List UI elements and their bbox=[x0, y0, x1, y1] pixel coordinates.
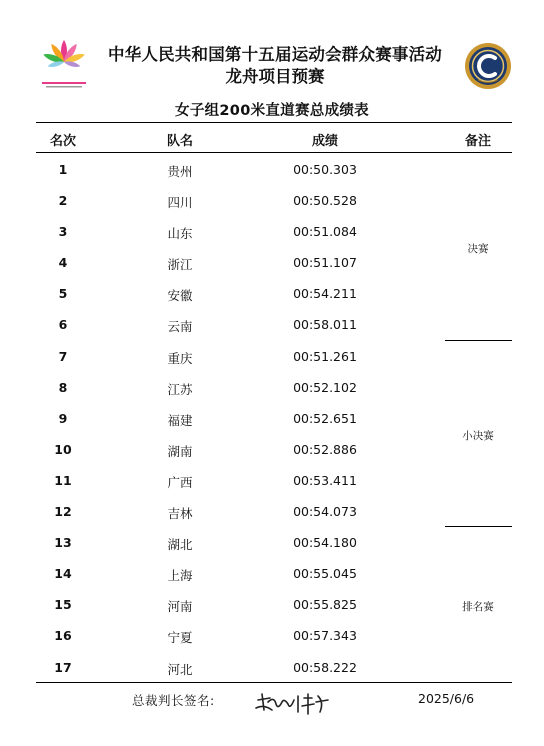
table-row bbox=[0, 558, 544, 589]
time-cell: 00:57.343 bbox=[293, 628, 357, 644]
rank-cell: 12 bbox=[54, 504, 72, 520]
team-cell: 河南 bbox=[167, 599, 193, 615]
table-row bbox=[0, 620, 544, 651]
team-cell: 湖南 bbox=[167, 443, 193, 459]
document-title bbox=[90, 44, 460, 88]
rank-cell: 9 bbox=[58, 410, 68, 426]
table-row bbox=[0, 185, 544, 216]
title-line-1: 中华人民共和国第十五届运动会群众赛事活动 bbox=[108, 45, 442, 64]
time-cell: 00:54.180 bbox=[293, 535, 357, 551]
time-cell: 00:58.011 bbox=[293, 317, 357, 333]
table-row bbox=[0, 341, 544, 372]
time-cell: 00:51.261 bbox=[293, 348, 357, 364]
column-header-note: 备注 bbox=[464, 134, 491, 149]
team-cell: 重庆 bbox=[167, 350, 193, 366]
column-header-time: 成绩 bbox=[311, 134, 338, 149]
games-emblem-icon bbox=[36, 38, 92, 90]
team-cell: 湖北 bbox=[167, 537, 193, 553]
dragon-boat-association-seal-icon bbox=[464, 42, 512, 90]
table-row bbox=[0, 372, 544, 403]
rank-cell: 3 bbox=[58, 224, 68, 240]
rank-cell: 5 bbox=[58, 286, 68, 302]
time-cell: 00:50.303 bbox=[293, 162, 357, 177]
table-subtitle: 女子组200米直道赛总成绩表 bbox=[175, 103, 369, 119]
table-bottom-rule bbox=[36, 682, 512, 683]
handwritten-signature-icon bbox=[252, 688, 334, 718]
rank-cell: 7 bbox=[58, 348, 68, 364]
time-cell: 00:50.528 bbox=[293, 193, 357, 209]
group-separator bbox=[445, 526, 512, 527]
table-row bbox=[0, 154, 544, 185]
team-cell: 吉林 bbox=[167, 506, 193, 522]
time-cell: 00:51.084 bbox=[293, 224, 357, 240]
time-cell: 00:53.411 bbox=[293, 472, 357, 488]
team-cell: 四川 bbox=[167, 195, 193, 211]
referee-signature-label: 总裁判长签名: bbox=[132, 693, 215, 708]
table-row bbox=[0, 496, 544, 527]
time-cell: 00:54.073 bbox=[293, 504, 357, 520]
rank-cell: 1 bbox=[58, 162, 68, 177]
time-cell: 00:55.825 bbox=[293, 597, 357, 613]
rank-cell: 6 bbox=[58, 317, 68, 333]
team-cell: 安徽 bbox=[167, 288, 193, 304]
team-cell: 河北 bbox=[167, 661, 193, 677]
table-row bbox=[0, 465, 544, 496]
team-cell: 浙江 bbox=[167, 257, 193, 273]
team-cell: 江苏 bbox=[167, 381, 193, 397]
column-header-rank: 名次 bbox=[49, 134, 76, 149]
rank-cell: 11 bbox=[54, 472, 72, 488]
team-cell: 云南 bbox=[167, 319, 193, 335]
rank-cell: 2 bbox=[58, 193, 68, 209]
group-label-ranking: 排名赛 bbox=[462, 601, 494, 613]
time-cell: 00:52.886 bbox=[293, 441, 357, 457]
time-cell: 00:52.102 bbox=[293, 379, 357, 395]
rank-cell: 8 bbox=[58, 379, 68, 395]
table-row bbox=[0, 278, 544, 309]
team-cell: 福建 bbox=[167, 412, 193, 428]
time-cell: 00:54.211 bbox=[293, 286, 357, 302]
rank-cell: 17 bbox=[54, 659, 72, 675]
time-cell: 00:58.222 bbox=[293, 659, 357, 675]
group-label-small-final: 小决赛 bbox=[462, 430, 494, 442]
rank-cell: 4 bbox=[58, 255, 68, 271]
team-cell: 贵州 bbox=[167, 164, 193, 179]
rank-cell: 16 bbox=[54, 628, 72, 644]
group-label-final: 决赛 bbox=[467, 243, 489, 255]
time-cell: 00:51.107 bbox=[293, 255, 357, 271]
table-row bbox=[0, 527, 544, 558]
column-header-team: 队名 bbox=[166, 134, 193, 149]
rank-cell: 14 bbox=[54, 566, 72, 582]
time-cell: 00:55.045 bbox=[293, 566, 357, 582]
team-cell: 山东 bbox=[167, 226, 193, 242]
team-cell: 宁夏 bbox=[167, 630, 193, 646]
table-row bbox=[0, 652, 544, 683]
title-line-2: 龙舟项目预赛 bbox=[225, 67, 325, 86]
team-cell: 上海 bbox=[167, 568, 193, 584]
table-row bbox=[0, 309, 544, 340]
rank-cell: 10 bbox=[54, 441, 72, 457]
time-cell: 00:52.651 bbox=[293, 410, 357, 426]
table-header-row bbox=[0, 124, 544, 152]
rank-cell: 13 bbox=[54, 535, 72, 551]
document-date: 2025/6/6 bbox=[418, 691, 475, 706]
team-cell: 广西 bbox=[167, 474, 193, 490]
group-separator bbox=[445, 340, 512, 341]
rank-cell: 15 bbox=[54, 597, 72, 613]
